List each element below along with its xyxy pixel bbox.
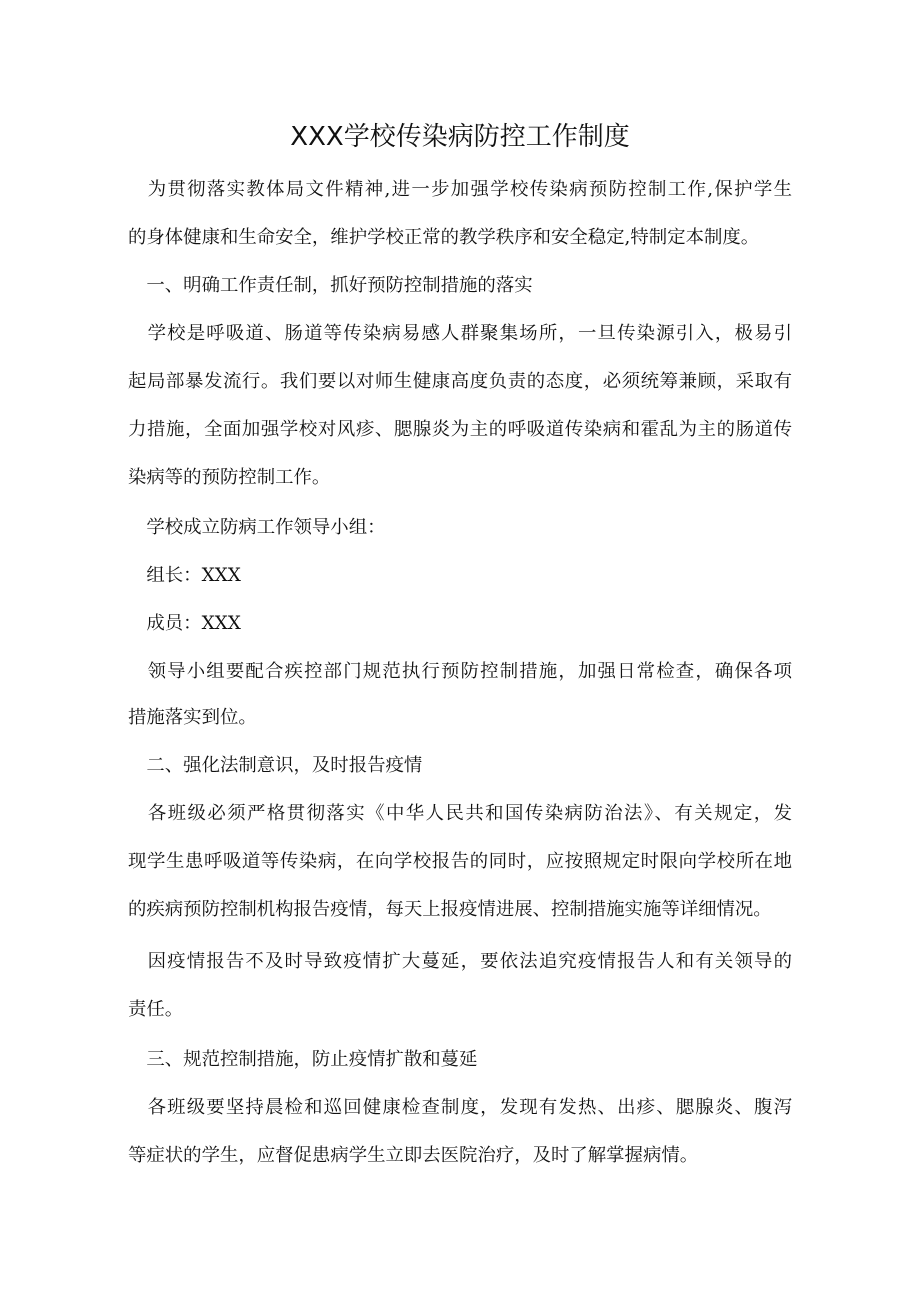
paragraph-line: 责任。 [128,999,184,1020]
paragraph-line: 起局部暴发流行。我们要以对师生健康高度负责的态度，必须统筹兼顾，采取有 [128,371,792,392]
document-title: XXX学校传染病防控工作制度 [290,122,630,152]
paragraph-line: 学校成立防病工作领导小组： [128,517,386,538]
paragraph-line: 组长：XXX [128,565,241,586]
paragraph-line: 成员：XXX [128,613,241,634]
paragraph-line: 一、明确工作责任制，抓好预防控制措施的落实 [128,275,533,296]
paragraph-line: 因疫情报告不及时导致疫情扩大蔓延，要依法追究疫情报告人和有关领导的 [128,951,792,972]
paragraph-line: 各班级要坚持晨检和巡回健康检查制度，发现有发热、出疹、腮腺炎、腹泻 [128,1097,792,1118]
paragraph-line: 的疾病预防控制机构报告疫情，每天上报疫情进展、控制措施实施等详细情况。 [128,899,772,920]
paragraph-line: 等症状的学生，应督促患病学生立即去医院治疗，及时了解掌握病情。 [128,1145,699,1166]
paragraph-line: 的身体健康和生命安全，维护学校正常的教学秩序和安全稳定,特制定本制度。 [128,227,760,248]
paragraph-line: 染病等的预防控制工作。 [128,467,331,488]
paragraph-line: 措施落实到位。 [128,707,257,728]
paragraph-line: 力措施，全面加强学校对风疹、腮腺炎为主的呼吸道传染病和霍乱为主的肠道传 [128,419,792,440]
paragraph-line: 各班级必须严格贯彻落实《中华人民共和国传染病防治法》、有关规定，发 [128,803,792,824]
paragraph-line: 二、强化法制意识，及时报告疫情 [128,755,423,776]
paragraph-line: 学校是呼吸道、肠道等传染病易感人群聚集场所，一旦传染源引入，极易引 [128,323,792,344]
paragraph-line: 领导小组要配合疾控部门规范执行预防控制措施，加强日常检查，确保各项 [128,661,792,682]
paragraph-line: 为贯彻落实教体局文件精神,进一步加强学校传染病预防控制工作,保护学生 [128,179,792,200]
paragraph-line: 三、规范控制措施，防止疫情扩散和蔓延 [128,1049,478,1070]
paragraph-line: 现学生患呼吸道等传染病，在向学校报告的同时，应按照规定时限向学校所在地 [128,851,792,872]
